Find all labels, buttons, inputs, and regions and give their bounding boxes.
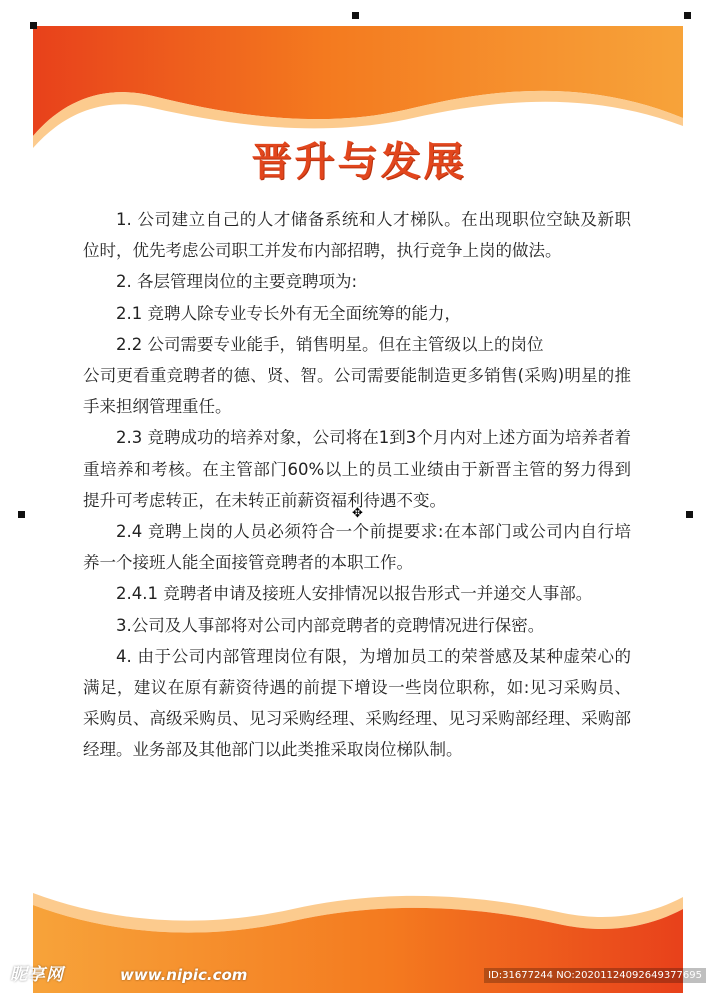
watermark-id: ID:31677244 NO:20201124092649377695 xyxy=(484,968,706,983)
paragraph-3: 3.公司及人事部将对公司内部竞聘者的竞聘情况进行保密。 xyxy=(116,615,545,635)
move-cursor-icon: ✥ xyxy=(352,506,363,521)
paragraph-2-2: 2.2 公司需要专业能手，销售明星。但在主管级以上的岗位 xyxy=(116,334,544,354)
paragraph-2-1: 2.1 竞聘人除专业专长外有无全面统筹的能力， xyxy=(116,303,461,323)
policy-text xyxy=(83,204,631,766)
selection-handle-top-center[interactable] xyxy=(352,12,359,19)
watermark-bar xyxy=(0,957,718,993)
paragraph-2-2-cont: 公司更看重竞聘者的德、贤、智。公司需要能制造更多销售(采购)明星的推手来担纲管理重任。 xyxy=(83,366,631,417)
paragraph-2-4: 2.4 竞聘上岗的人员必须符合一个前提要求:在本部门或公司内自行培养一个接班人能全面接管竞聘者的本职工作。 xyxy=(83,522,631,573)
watermark-url: www.nipic.com xyxy=(120,966,248,984)
poster-title: 晋升与发展 xyxy=(251,139,467,185)
paragraph-2-4-1: 2.4.1 竞聘者申请及接班人安排情况以报告形式一并递交人事部。 xyxy=(116,584,593,604)
watermark-logo: 昵享网 xyxy=(10,965,64,985)
selection-handle-top-right[interactable] xyxy=(684,12,691,19)
paragraph-2-3: 2.3 竞聘成功的培养对象，公司将在1到3个月内对上述方面为培养者着重培养和考核。在主管部门60%以上的员工业绩由于新晋主管的努力得到提升可考虑转正，在未转正前薪资福利待遇不变。 xyxy=(83,428,631,510)
paragraph-4: 4. 由于公司内部管理岗位有限，为增加员工的荣誉感及某种虚荣心的满足，建议在原有薪资待遇的前提下增设一些岗位职称，如:见习采购员、采购员、高级采购员、见习采购经理、采购经理、见习采购部经理、采购部经理。业务部及其他部门以此类推采取岗位梯队制。 xyxy=(83,646,631,760)
selection-handle-top-left[interactable] xyxy=(30,22,37,29)
selection-handle-middle-left[interactable] xyxy=(18,511,25,518)
paragraph-2: 2. 各层管理岗位的主要竞聘项为: xyxy=(116,272,358,292)
paragraph-1: 1. 公司建立自己的人才储备系统和人才梯队。在出现职位空缺及新职位时，优先考虑公司职工并发布内部招聘，执行竞争上岗的做法。 xyxy=(83,210,631,261)
selection-handle-middle-right[interactable] xyxy=(686,511,693,518)
